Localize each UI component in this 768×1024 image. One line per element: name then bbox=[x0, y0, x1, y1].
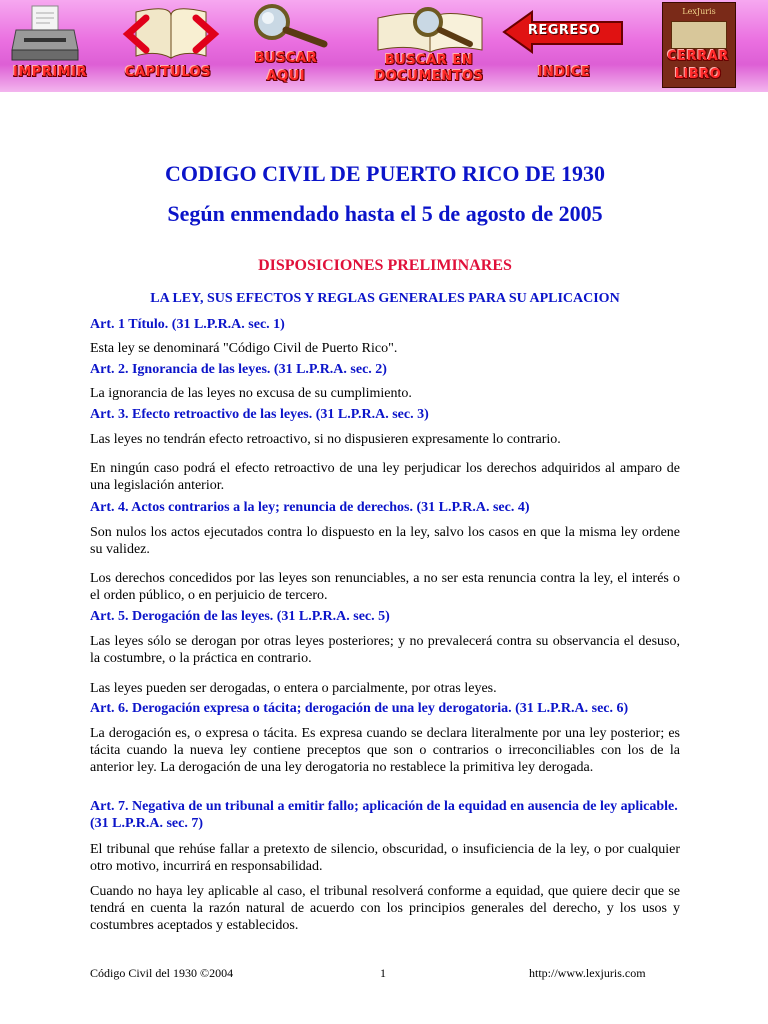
back-index-button[interactable] bbox=[500, 0, 628, 92]
document-subtitle: Según enmendado hasta el 5 de agosto de 2005 bbox=[167, 201, 603, 226]
book-magnifier-icon bbox=[370, 4, 490, 54]
book-cover-text: LexJuris bbox=[682, 7, 716, 16]
close-label: CERRAR bbox=[667, 49, 729, 64]
footer-website: http://www.lexjuris.com bbox=[529, 966, 646, 980]
close-book-button[interactable] bbox=[658, 0, 738, 92]
article-paragraph: El tribunal que rehúse fallar a pretexto de silencio, obscuridad, o insuficiencia de la ley, o por cualquier otro motivo, incurrirá en responsabilidad. bbox=[90, 842, 680, 874]
article-heading: Art. 4. Actos contrarios a la ley; renuncia de derechos. (31 L.P.R.A. sec. 4) bbox=[90, 500, 530, 515]
article-heading: Art. 6. Derogación expresa o tácita; derogación de una ley derogatoria. (31 L.P.R.A. sec. 6) bbox=[90, 701, 629, 716]
chapters-button[interactable] bbox=[108, 0, 228, 92]
print-label: IMPRIMIR bbox=[13, 65, 87, 80]
search-documents-label-1: BUSCAR EN bbox=[384, 53, 474, 68]
chapters-label: CAPITULOS bbox=[124, 65, 212, 80]
article-paragraph: Las leyes no tendrán efecto retroactivo, si no dispusieren expresamente lo contrario. bbox=[90, 432, 561, 447]
back-label: REGRESO bbox=[527, 23, 601, 38]
article-paragraph: Las leyes sólo se derogan por otras leyes posteriores; y no prevalecerá contra su observancia el desuso, la costumbre, o la práctica en contrario. bbox=[90, 634, 680, 666]
search-here-label-2: AQUI bbox=[266, 69, 306, 84]
section-heading: DISPOSICIONES PRELIMINARES bbox=[258, 257, 512, 274]
book-label: LIBRO bbox=[674, 67, 722, 82]
article-paragraph: Esta ley se denominará "Código Civil de Puerto Rico". bbox=[90, 341, 398, 356]
article-heading: Art. 7. Negativa de un tribunal a emitir fallo; aplicación de la equidad en ausencia de ley aplicable. (31 L.P.R.A. sec. 7) bbox=[90, 799, 678, 831]
footer-copyright: Código Civil del 1930 ©2004 bbox=[90, 966, 234, 980]
article-paragraph: La ignorancia de las leyes no excusa de su cumplimiento. bbox=[90, 386, 412, 401]
article-paragraph: La derogación es, o expresa o tácita. Es expresa cuando se declara literalmente por una ley posterior; es tácita cuando la nueva ley contiene preceptos que son o contrarios o irreconciliables con los de la anterior ley. La derogación de una ley derogatoria no restablece la primitiva ley derogada. bbox=[90, 726, 680, 775]
article-paragraph: Los derechos concedidos por las leyes son renunciables, a no ser esta renuncia contra la ley, el interés o el orden público, o en perjuicio de tercero. bbox=[90, 571, 680, 603]
magnifier-icon bbox=[246, 2, 330, 50]
article-paragraph: En ningún caso podrá el efecto retroactivo de una ley perjudicar los derechos adquiridos al amparo de una legislación anterior. bbox=[90, 461, 680, 493]
index-label: INDICE bbox=[537, 65, 591, 80]
toolbar bbox=[0, 0, 768, 92]
printer-icon bbox=[10, 4, 80, 62]
article-paragraph: Cuando no haya ley aplicable al caso, el tribunal resolverá conforme a equidad, que quiere decir que se tendrá en cuenta la razón natural de acuerdo con los principios generales del derecho, y los usos y costumbres aceptados y establecidos. bbox=[90, 884, 680, 933]
article-heading: Art. 3. Efecto retroactivo de las leyes. (31 L.P.R.A. sec. 3) bbox=[90, 407, 429, 422]
subsection-heading: LA LEY, SUS EFECTOS Y REGLAS GENERALES PARA SU APLICACION bbox=[150, 291, 620, 306]
search-here-button[interactable] bbox=[236, 0, 336, 92]
article-paragraph: Son nulos los actos ejecutados contra lo dispuesto en la ley, salvo los casos en que la misma ley ordene su validez. bbox=[90, 525, 680, 557]
article-heading: Art. 2. Ignorancia de las leyes. (31 L.P.R.A. sec. 2) bbox=[90, 362, 387, 377]
search-documents-button[interactable] bbox=[362, 0, 496, 92]
article-heading: Art. 5. Derogación de las leyes. (31 L.P.R.A. sec. 5) bbox=[90, 609, 390, 624]
print-button[interactable] bbox=[0, 0, 100, 92]
search-documents-label-2: DOCUMENTOS bbox=[374, 69, 484, 84]
search-here-label-1: BUSCAR bbox=[254, 51, 318, 66]
article-paragraph: Las leyes pueden ser derogadas, o entera o parcialmente, por otras leyes. bbox=[90, 681, 497, 696]
footer-page-number: 1 bbox=[380, 966, 386, 980]
article-heading: Art. 1 Título. (31 L.P.R.A. sec. 1) bbox=[90, 317, 285, 332]
document-title: CODIGO CIVIL DE PUERTO RICO DE 1930 bbox=[164, 161, 606, 186]
chapters-book-icon bbox=[116, 4, 226, 62]
